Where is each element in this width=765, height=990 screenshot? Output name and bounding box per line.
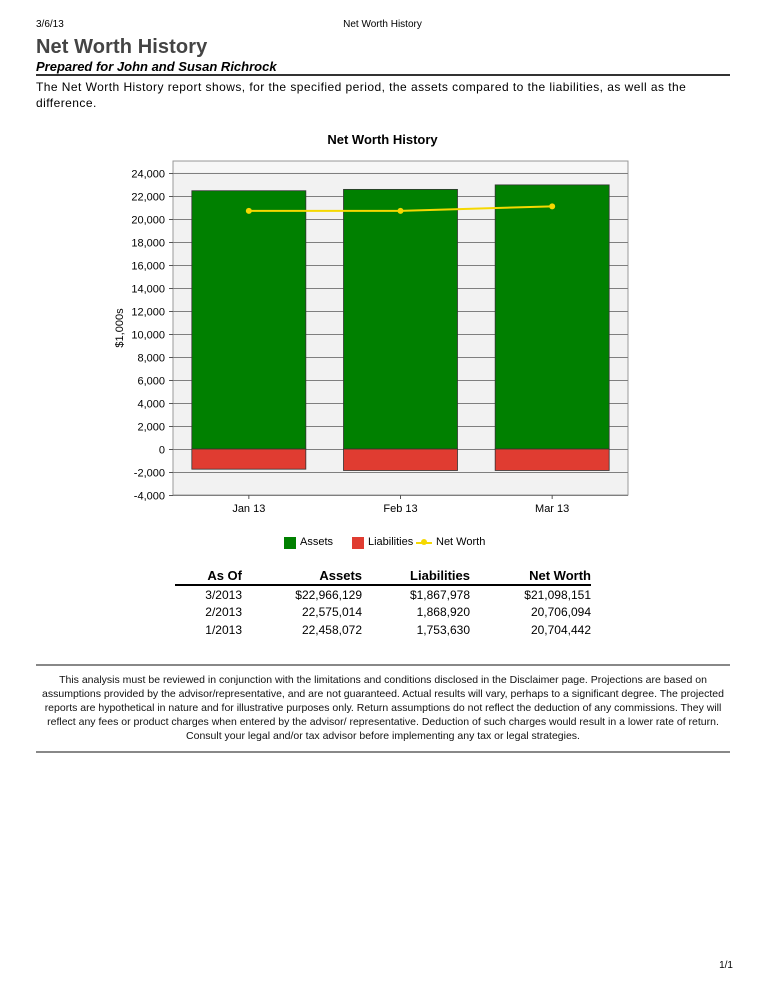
bar-liabilities <box>192 449 306 469</box>
y-tick-label: 6,000 <box>137 375 165 388</box>
title-divider <box>36 74 730 76</box>
cell-net-worth: 20,704,442 <box>530 623 591 637</box>
liabilities-swatch <box>352 537 364 549</box>
table-row <box>175 585 591 603</box>
bar-assets <box>344 189 458 449</box>
report-intro: The Net Worth History report shows, for the specified period, the assets compared to the liabilities, as well as the difference. <box>36 80 687 110</box>
bar-liabilities <box>495 449 609 470</box>
page-number: 1/1 <box>719 960 733 971</box>
plot-top-band <box>174 162 627 172</box>
col-header-liabilities: Liabilities <box>362 567 470 585</box>
table-header-row <box>175 567 591 585</box>
net-worth-point <box>549 203 555 209</box>
y-tick-label: 24,000 <box>131 168 165 181</box>
y-tick-label: 14,000 <box>131 283 165 296</box>
bar-assets <box>192 191 306 449</box>
y-tick-label: -4,000 <box>133 490 165 503</box>
legend-label-net-worth: Net Worth <box>436 536 486 548</box>
cell-liabilities: 1,868,920 <box>416 605 470 619</box>
table-row <box>175 603 591 621</box>
net-worth-dot-swatch <box>421 539 427 545</box>
cell-assets: 22,575,014 <box>301 605 362 619</box>
y-tick-label: 8,000 <box>137 352 165 365</box>
cell-net-worth: 20,706,094 <box>530 605 591 619</box>
cell-net-worth: $21,098,151 <box>524 587 591 602</box>
net-worth-point <box>398 208 404 214</box>
y-axis-label: $1,000s <box>114 308 126 348</box>
assets-swatch <box>284 537 296 549</box>
cell-as-of: 1/2013 <box>205 623 242 637</box>
net-worth-table <box>175 567 591 639</box>
print-header <box>0 19 765 33</box>
y-tick-label: 10,000 <box>131 329 165 342</box>
cell-liabilities: $1,867,978 <box>409 587 470 602</box>
x-tick-label: Mar 13 <box>535 503 570 515</box>
y-tick-label: 0 <box>158 444 165 457</box>
col-header-assets: Assets <box>242 567 362 585</box>
net-worth-chart <box>100 150 640 525</box>
report-title: Net Worth History <box>36 36 208 58</box>
print-page-title: Net Worth History <box>343 19 422 30</box>
col-header-as-of: As Of <box>175 567 242 585</box>
y-tick-label: 16,000 <box>131 260 165 273</box>
y-tick-label: 12,000 <box>131 306 165 319</box>
x-tick-label: Feb 13 <box>383 503 418 515</box>
x-tick-label: Jan 13 <box>232 503 266 515</box>
bar-assets <box>495 185 609 449</box>
y-tick-label: -2,000 <box>133 467 165 480</box>
y-tick-label: 2,000 <box>137 421 165 434</box>
legend-label-liabilities: Liabilities <box>368 536 414 548</box>
cell-as-of: 2/2013 <box>205 605 242 619</box>
col-header-net-worth: Net Worth <box>470 567 591 585</box>
cell-liabilities: 1,753,630 <box>416 623 470 637</box>
disclaimer-top-rule <box>36 664 730 666</box>
net-worth-point <box>246 208 252 214</box>
y-tick-label: 18,000 <box>131 237 165 250</box>
disclaimer-text: This analysis must be reviewed in conjunction with the limitations and conditions disclosed in the Disclaimer page. Projections are based on assumptions provided by the advisor/representative, and are not guaranteed. Actual results will vary, perhaps to a significant degree. The projected reports are hypothetical in nature and for illustrative purposes only. Return assumptions do not reflect the deduction of any commissions. They will reflect any fees or product charges when entered by the advisor/ representative. Deduction of such charges would result in a lower rate of return. Consult your legal and/or tax advisor before implementing any tax or legal strategies. <box>42 674 724 742</box>
legend-label-assets: Assets <box>300 536 334 548</box>
y-tick-label: 4,000 <box>137 398 165 411</box>
cell-as-of: 3/2013 <box>205 587 242 602</box>
cell-assets: 22,458,072 <box>301 623 362 637</box>
bar-liabilities <box>344 449 458 470</box>
chart-title: Net Worth History <box>327 132 438 147</box>
disclaimer-bottom-rule <box>36 751 730 753</box>
prepared-for: Prepared for John and Susan Richrock <box>36 59 277 74</box>
table-row <box>175 621 591 639</box>
y-tick-label: 22,000 <box>131 191 165 204</box>
print-date: 3/6/13 <box>36 19 64 30</box>
y-tick-label: 20,000 <box>131 214 165 227</box>
cell-assets: $22,966,129 <box>295 587 362 602</box>
